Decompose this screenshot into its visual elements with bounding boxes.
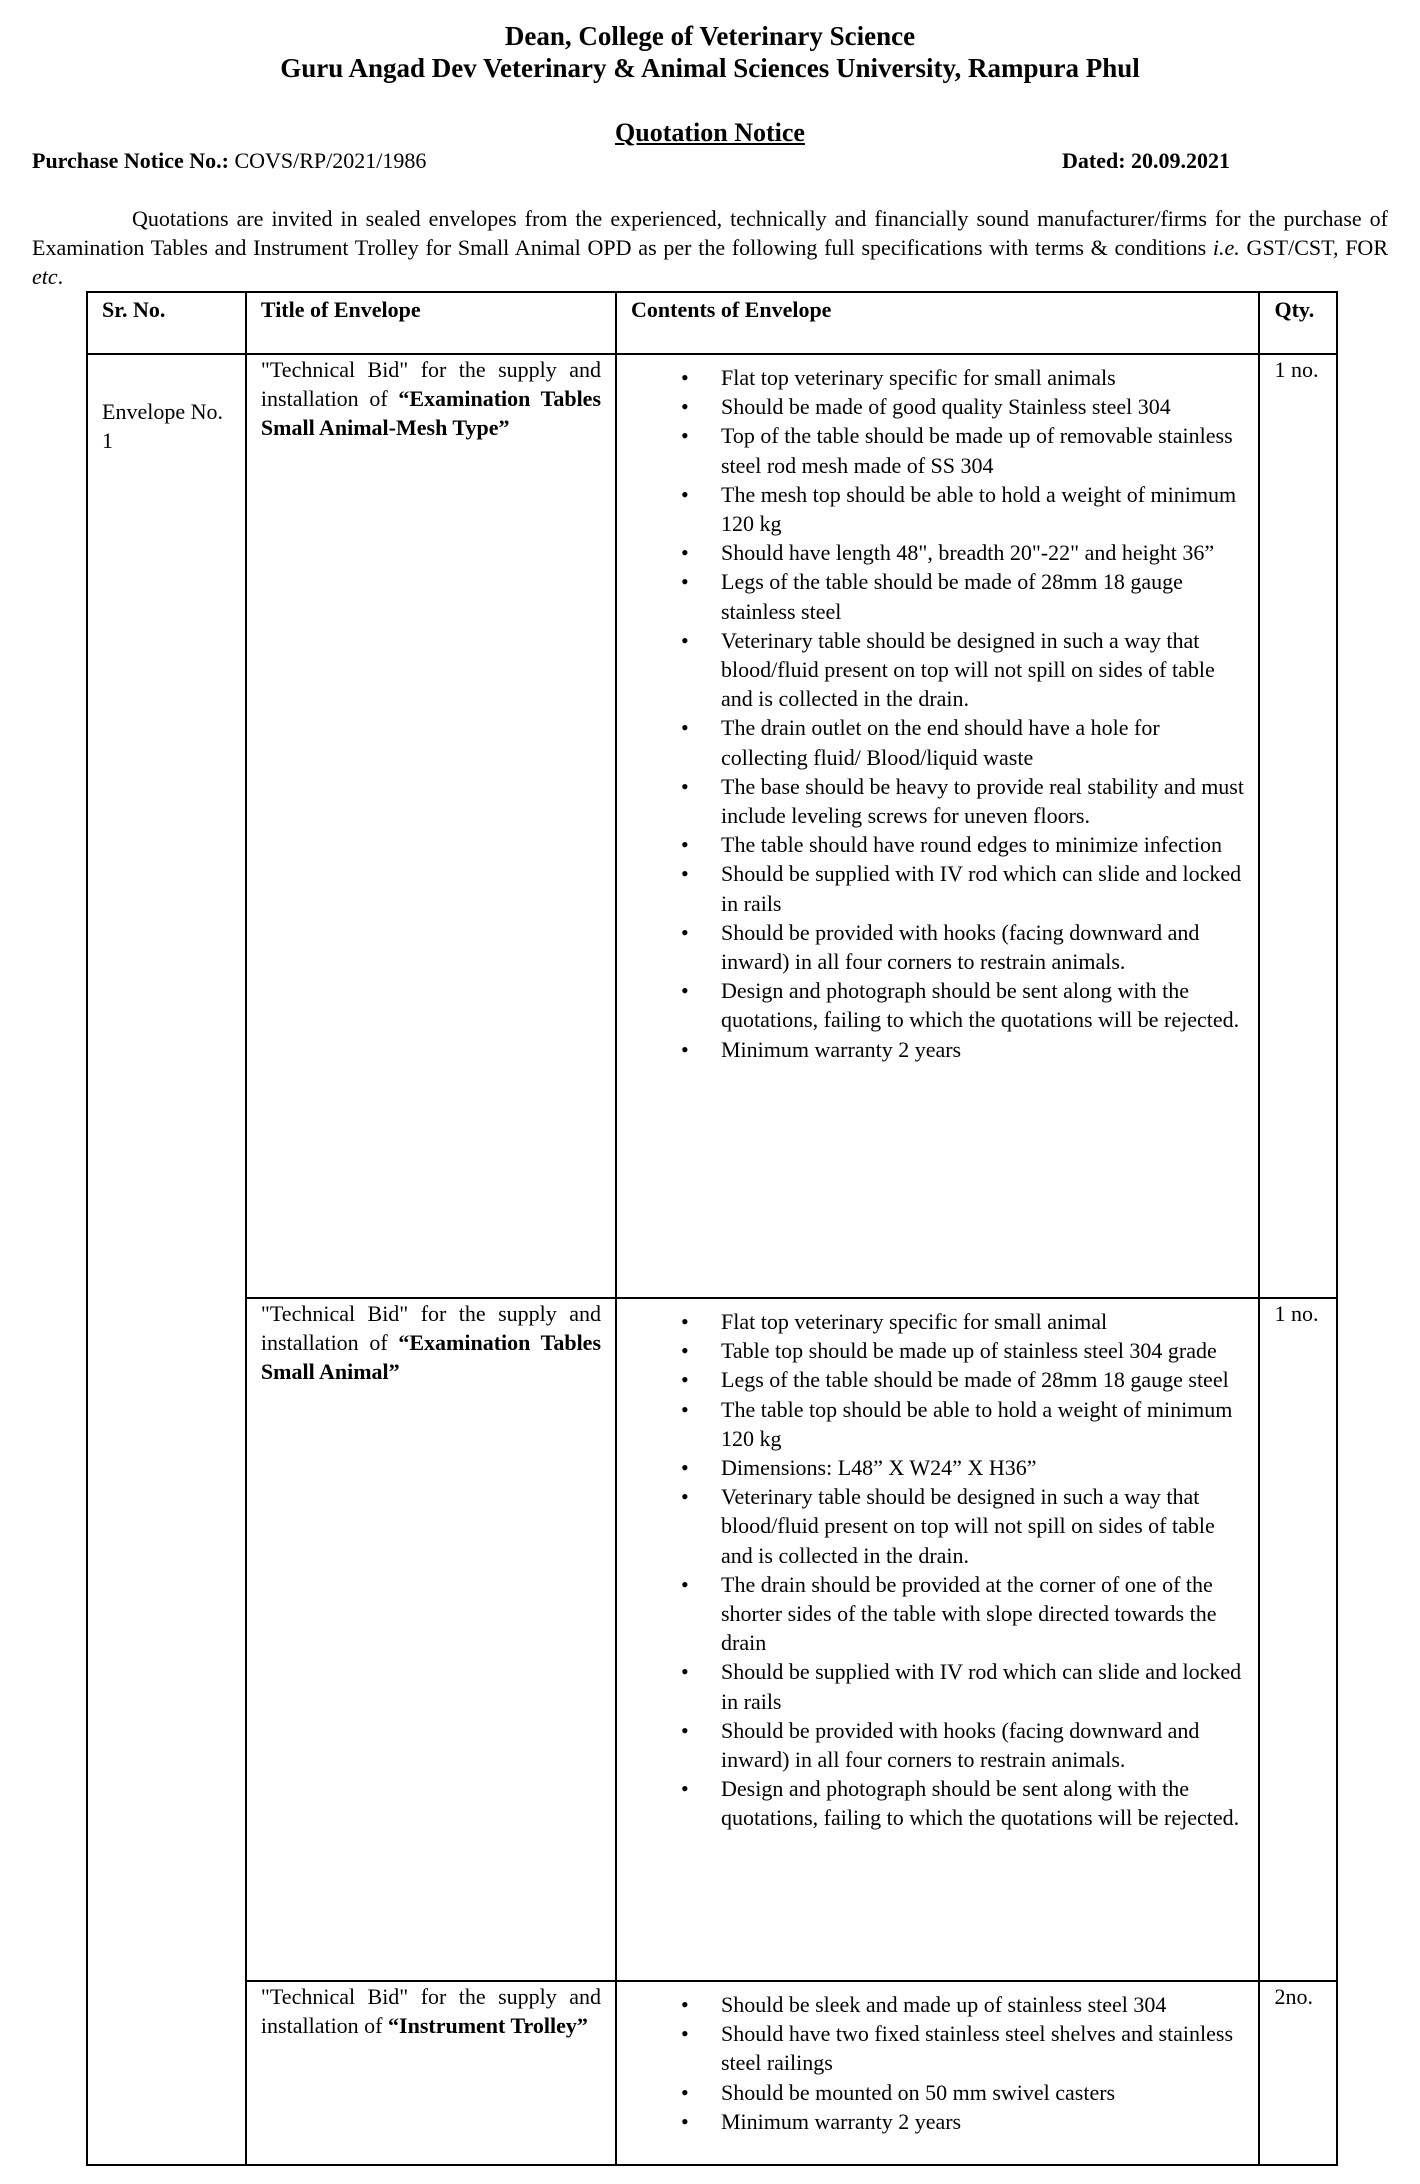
spec-item-text: The drain should be provided at the corner of one of the shorter sides of the table with slope directed towards the drain (721, 1571, 1217, 1656)
spec-item-text: Table top should be made up of stainless steel 304 grade (721, 1338, 1217, 1364)
spec-item-text: The drain outlet on the end should have a hole for collecting fluid/ Blood/liquid waste (721, 715, 1160, 770)
bullet-point-icon: • (681, 1484, 689, 1510)
envelope-title-prefix: "Technical Bid" for the supply and installation of (260, 1301, 601, 1356)
spec-list (631, 355, 1244, 1064)
spec-item-text: Legs of the table should be made of 28mm 18 gauge steel (721, 1367, 1229, 1393)
qty-cell: 2no. (1259, 1981, 1337, 2165)
bullet-point-icon: • (681, 540, 689, 566)
spec-item-text: Minimum warranty 2 years (721, 2108, 962, 2134)
bullet-point-icon: • (681, 2021, 689, 2047)
notice-title: Quotation Notice (615, 118, 805, 147)
envelope-title-item: “Examination Tables Small Animal-Mesh Type” (260, 386, 602, 441)
qty-cell: 1 no. (1259, 354, 1337, 1298)
spec-item-text: Flat top veterinary specific for small animal (721, 1309, 1108, 1334)
spec-item (631, 2107, 1244, 2136)
spec-item (631, 538, 1244, 567)
purchase-notice-label: Purchase Notice No.: (32, 148, 229, 173)
spec-item-text: Minimum warranty 2 years (721, 1036, 962, 1062)
table-row (87, 1981, 1337, 2165)
spec-item (631, 1570, 1244, 1658)
envelope-contents-cell (616, 1298, 1259, 1981)
bullet-point-icon: • (681, 773, 689, 799)
bullet-point-icon: • (681, 365, 689, 390)
spec-item (631, 713, 1244, 771)
spec-item (631, 363, 1244, 392)
spec-item (631, 1365, 1244, 1394)
notice-meta-row (32, 147, 1420, 175)
header-qty: Qty. (1259, 292, 1337, 354)
spec-item-text: Dimensions: L48” X W24” X H36” (721, 1455, 1037, 1481)
bullet-point-icon: • (681, 861, 689, 887)
purchase-notice-number: COVS/RP/2021/1986 (234, 148, 427, 173)
spec-list (631, 1982, 1244, 2136)
bullet-point-icon: • (681, 1571, 689, 1597)
envelope-contents-cell (616, 1981, 1259, 2165)
bullet-point-icon: • (681, 1717, 689, 1743)
spec-item-text: Design and photograph should be sent along with the quotations, failing to which the quotations will be rejected. (721, 978, 1240, 1033)
spec-item-text: Design and photograph should be sent along with the quotations, failing to which the quotations will be rejected. (721, 1776, 1240, 1831)
envelope-number: Envelope No. 1 (102, 399, 223, 454)
spec-item-text: Should be sleek and made up of stainless steel 304 (721, 1992, 1167, 2017)
envelope-title-item: “Instrument Trolley” (388, 2013, 588, 2039)
bullet-point-icon: • (681, 1396, 689, 1422)
envelope-title-cell (246, 354, 616, 1298)
envelope-specification-table (86, 291, 1338, 2166)
spec-item (631, 2078, 1244, 2107)
bullet-point-icon: • (681, 627, 689, 653)
spec-item (631, 859, 1244, 917)
bullet-point-icon: • (681, 978, 689, 1004)
header-contents-of-envelope: Contents of Envelope (616, 292, 1259, 354)
spec-item (631, 1482, 1244, 1570)
spec-item-text: Veterinary table should be designed in such a way that blood/fluid present on top will not spill on sides of table and is collected in the drain. (721, 1484, 1215, 1568)
spec-item-text: The mesh top should be able to hold a weight of minimum 120 kg (721, 481, 1237, 537)
spec-item (631, 772, 1244, 830)
spec-item (631, 1990, 1244, 2019)
spec-item (631, 2019, 1244, 2077)
spec-item-text: Legs of the table should be made of 28mm 18 gauge stainless steel (721, 569, 1183, 624)
envelope-contents-cell (616, 354, 1259, 1298)
spec-item-text: Should be mounted on 50 mm swivel casters (721, 2079, 1116, 2105)
spec-item-text: Should be provided with hooks (facing downward and inward) in all four corners to restrain animals. (721, 919, 1200, 975)
spec-item-text: Should have length 48", breadth 20"-22" and height 36” (721, 540, 1215, 566)
spec-item (631, 626, 1244, 714)
table-row (87, 354, 1337, 1298)
qty-cell: 1 no. (1259, 1298, 1337, 1981)
intro-paragraph (32, 204, 1388, 291)
table-row (87, 1298, 1337, 1981)
bullet-point-icon: • (681, 1455, 689, 1481)
university-heading: Guru Angad Dev Veterinary & Animal Sciences University, Rampura Phul (280, 53, 1140, 83)
spec-item-text: Should be supplied with IV rod which can slide and locked in rails (721, 861, 1242, 916)
envelope-number-cell (87, 354, 246, 2165)
header-title-of-envelope: Title of Envelope (246, 292, 616, 354)
bullet-point-icon: • (681, 1659, 689, 1685)
spec-item-text: Should have two fixed stainless steel shelves and stainless steel railings (721, 2021, 1234, 2076)
spec-list (631, 1299, 1244, 1833)
bullet-point-icon: • (681, 1367, 689, 1393)
bullet-point-icon: • (681, 919, 689, 945)
intro-text-2: GST/CST, FOR (1239, 235, 1388, 260)
spec-item (631, 830, 1244, 859)
bullet-point-icon: • (681, 1992, 689, 2017)
bullet-point-icon: • (681, 569, 689, 595)
bullet-point-icon: • (681, 394, 689, 420)
spec-item (631, 976, 1244, 1034)
envelope-title-prefix: "Technical Bid" for the supply and installation of (260, 1984, 601, 2039)
spec-item (631, 1716, 1244, 1774)
spec-item (631, 392, 1244, 421)
spec-item-text: The table top should be able to hold a weight of minimum 120 kg (721, 1396, 1233, 1451)
bullet-point-icon: • (681, 423, 689, 449)
spec-item-text: Should be supplied with IV rod which can slide and locked in rails (721, 1659, 1242, 1714)
spec-item (631, 1453, 1244, 1482)
spec-item-text: The base should be heavy to provide real stability and must include leveling screws for uneven floors. (721, 773, 1244, 829)
intro-ie: i.e. (1212, 235, 1240, 260)
spec-item-text: Flat top veterinary specific for small animals (721, 365, 1116, 390)
bullet-point-icon: • (681, 1338, 689, 1364)
bullet-point-icon: • (681, 715, 689, 741)
spec-item (631, 1395, 1244, 1453)
bullet-point-icon: • (681, 2108, 689, 2134)
envelope-title-prefix: "Technical Bid" for the supply and installation of (260, 357, 601, 412)
spec-item (631, 567, 1244, 625)
spec-item (631, 918, 1244, 976)
intro-text-1: Quotations are invited in sealed envelopes from the experienced, technically and financially sound manufacturer/firms for the purchase of Examination Tables and Instrument Trolley for Small Animal OPD as per the following full specifications with terms & conditions (32, 206, 1388, 260)
envelope-title-cell (246, 1298, 616, 1981)
bullet-point-icon: • (681, 1036, 689, 1062)
envelope-title-cell (246, 1981, 616, 2165)
bullet-point-icon: • (681, 481, 689, 507)
spec-item (631, 1307, 1244, 1336)
intro-text-3: . (57, 264, 64, 289)
spec-item (631, 1774, 1244, 1832)
institution-dean-heading: Dean, College of Veterinary Science (504, 21, 916, 51)
spec-item-text: Should be provided with hooks (facing downward and inward) in all four corners to restrain animals. (721, 1717, 1200, 1773)
bullet-point-icon: • (681, 1309, 689, 1334)
envelope-title-item: “Examination Tables Small Animal” (260, 1330, 602, 1385)
intro-etc: etc (32, 264, 58, 289)
bullet-point-icon: • (681, 2079, 689, 2105)
bullet-point-icon: • (681, 1776, 689, 1802)
spec-item-text: The table should have round edges to minimize infection (721, 832, 1222, 858)
spec-item (631, 421, 1244, 479)
spec-item-text: Top of the table should be made up of removable stainless steel rod mesh made of SS 304 (721, 423, 1233, 478)
notice-date: Dated: 20.09.2021 (1062, 148, 1231, 173)
spec-item (631, 480, 1244, 538)
spec-item-text: Veterinary table should be designed in such a way that blood/fluid present on top will not spill on sides of table and is collected in the drain. (721, 627, 1215, 712)
spec-item (631, 1336, 1244, 1365)
header-sr-no: Sr. No. (87, 292, 246, 354)
spec-item (631, 1657, 1244, 1715)
table-header-row (87, 292, 1337, 354)
spec-item-text: Should be made of good quality Stainless steel 304 (721, 394, 1171, 420)
bullet-point-icon: • (681, 832, 689, 858)
spec-item (631, 1035, 1244, 1064)
